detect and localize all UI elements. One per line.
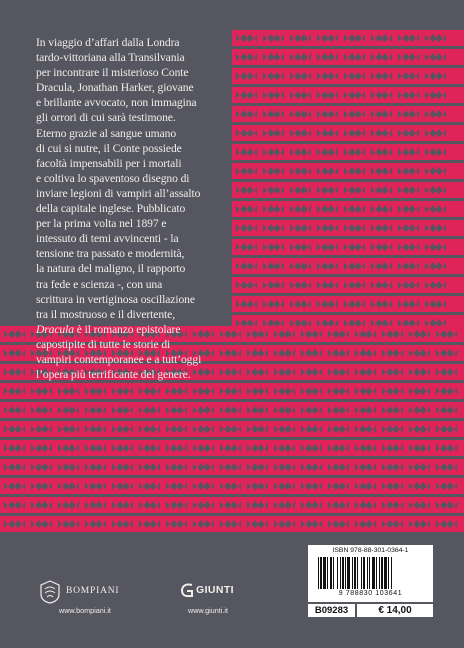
barcode-bar	[363, 557, 365, 589]
blurb-line: e coltiva lo spaventoso disegno di	[36, 171, 190, 185]
product-code: B09283	[308, 604, 355, 617]
blurb-line-rest: è il romanzo epistolare	[73, 322, 181, 336]
bompiani-name: BOMPIANI	[66, 586, 120, 596]
blurb-line: scrittura in vertiginosa oscillazione	[36, 292, 195, 306]
barcode-bar	[347, 557, 350, 589]
barcode-bar	[384, 557, 387, 589]
barcode-number: 9 788830 103641	[338, 590, 403, 597]
barcode-panel	[308, 545, 433, 602]
blurb-line: capostipite di tutte le storie di	[36, 337, 171, 351]
barcode-bar	[354, 557, 356, 589]
barcode	[316, 557, 426, 589]
blurb-line: Eterno grazie al sangue umano	[36, 126, 177, 140]
barcode-bar	[376, 557, 377, 589]
barcode-bar	[327, 557, 328, 589]
blurb-line: inviare legioni di vampiri all’assalto	[36, 186, 201, 200]
barcode-bar	[361, 557, 362, 589]
barcode-bar	[333, 557, 334, 589]
back-cover-blurb	[36, 35, 226, 382]
blurb-line: Dracula, Jonathan Harker, giovane	[36, 81, 194, 95]
price-label: € 14,00	[357, 604, 433, 617]
bompiani-url: www.bompiani.it	[59, 606, 111, 615]
blurb-line: la natura del maligno, il rapporto	[36, 262, 186, 276]
blurb-line: facoltà impensabili per i mortali	[36, 156, 182, 170]
isbn-label: ISBN 978-88-301-0364-1	[332, 547, 409, 554]
bompiani-emblem-icon	[39, 580, 61, 604]
blurb-line: l’opera più terrificante del genere.	[36, 368, 191, 382]
barcode-bar	[345, 557, 346, 589]
barcode-bar	[320, 557, 322, 589]
blurb-line: intessuto di temi avvincenti - la	[36, 232, 179, 246]
blurb-line: tra fede e scienza -, con una	[36, 277, 163, 291]
blurb-line: di cui si nutre, il Conte possiede	[36, 141, 182, 155]
dracula-title: Dracula	[36, 322, 74, 336]
barcode-bar	[330, 557, 332, 589]
barcode-bar	[369, 557, 370, 589]
giunti-url: www.giunti.it	[188, 606, 228, 615]
blurb-line: per la prima volta nel 1897 e	[36, 217, 167, 231]
blurb-line: e brillante avvocato, non immagina	[36, 96, 197, 110]
barcode-bar	[323, 557, 326, 589]
barcode-bar	[337, 557, 338, 589]
barcode-bar	[342, 557, 344, 589]
bompiani-logo	[39, 580, 149, 620]
giunti-emblem-icon	[180, 582, 194, 598]
blurb-line: gli orrori di cui sarà testimone.	[36, 111, 176, 125]
blurb-line: tra il mostruoso e il divertente,	[36, 307, 176, 321]
blurb-line: In viaggio d’affari dalla Londra	[36, 36, 180, 49]
blurb-line: per incontrare il misterioso Conte	[36, 66, 189, 80]
barcode-bar	[318, 557, 319, 589]
blurb-line: tensione tra passato e modernità,	[36, 247, 185, 261]
barcode-bar	[352, 557, 353, 589]
barcode-bar	[379, 557, 380, 589]
blurb-line-dracula	[36, 322, 226, 337]
barcode-bar	[381, 557, 383, 589]
barcode-bar	[391, 557, 392, 589]
blurb-line: della capitale inglese. Pubblicato	[36, 202, 186, 216]
blurb-line: tardo-vittoriana alla Transilvania	[36, 51, 185, 65]
barcode-bar	[372, 557, 375, 589]
blurb-line: vampiri contemporanee e a tutt’oggi	[36, 352, 202, 366]
giunti-name: GIUNTI	[196, 584, 234, 596]
barcode-bar	[340, 557, 341, 589]
barcode-bar	[367, 557, 368, 589]
barcode-bar	[388, 557, 389, 589]
giunti-logo	[180, 580, 290, 620]
barcode-bar	[357, 557, 358, 589]
